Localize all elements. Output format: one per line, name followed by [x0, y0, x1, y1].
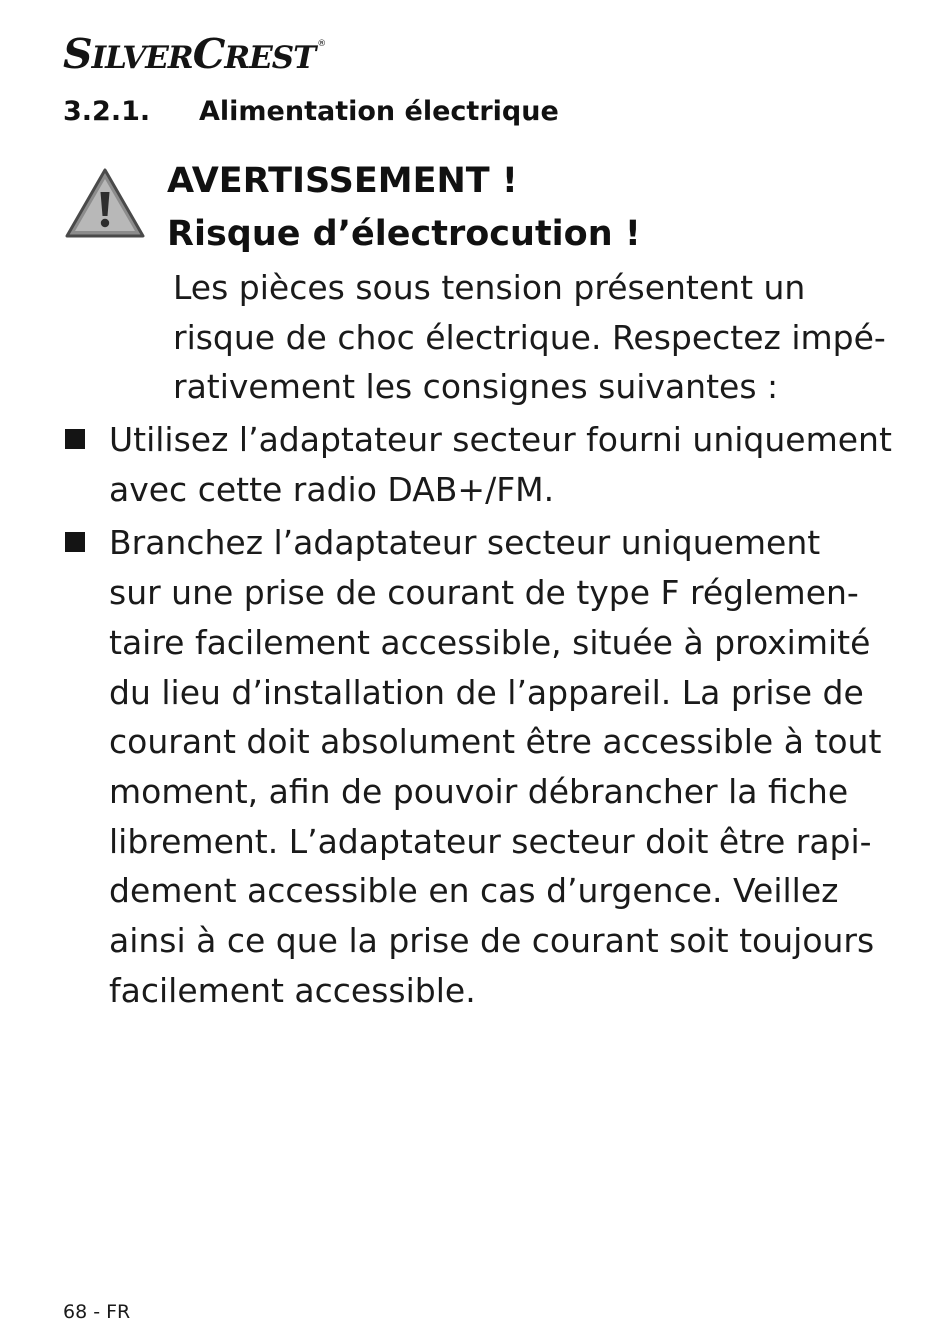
section-title: Alimentation électrique — [199, 96, 559, 127]
warning-text-line: rativement les consignes suivantes : — [173, 367, 779, 407]
warning-subtitle: Risque d’électrocution ! — [167, 214, 641, 254]
instruction-list — [63, 415, 892, 1019]
list-item-line: librement. L’adaptateur secteur doit être rapi- — [109, 821, 872, 861]
list-item-line: du lieu d’installation de l’appareil. La prise de — [109, 672, 864, 712]
section-number: 3.2.1. — [63, 96, 151, 127]
list-item-line: Branchez l’adaptateur secteur uniquement — [109, 523, 821, 563]
logo-letter-c: C — [192, 30, 225, 78]
list-item-line: courant doit absolument être accessible à tout — [109, 722, 882, 762]
logo-letter-s: S — [63, 30, 92, 78]
warning-text — [173, 263, 886, 412]
warning-triangle-icon — [63, 166, 147, 240]
list-item-line: ainsi à ce que la prise de courant soit toujours — [109, 921, 875, 961]
list-item-line: sur une prise de courant de type F réglemen- — [109, 573, 859, 613]
silvercrest-logo — [63, 30, 327, 78]
list-item-line: moment, afin de pouvoir débrancher la fiche — [109, 771, 849, 811]
list-item-line: facilement accessible. — [109, 970, 476, 1010]
logo-text-rest: REST — [224, 40, 316, 76]
list-item — [63, 518, 883, 1015]
page-number: 68 - FR — [63, 1301, 131, 1323]
warning-text-line: risque de choc électrique. Respectez impé- — [173, 317, 886, 357]
list-item-line: Utilisez l’adaptateur secteur fourni uniquement — [109, 420, 892, 459]
list-item-line: dement accessible en cas d’urgence. Veillez — [109, 871, 839, 911]
square-bullet-icon — [65, 429, 85, 449]
list-item-line: avec cette radio DAB+/FM. — [109, 469, 555, 509]
square-bullet-icon — [65, 532, 85, 552]
list-item-line: taire facilement accessible, située à proximité — [109, 622, 871, 662]
list-item — [63, 415, 892, 514]
warning-title: AVERTISSEMENT ! — [167, 161, 518, 201]
warning-text-line: Les pièces sous tension présentent un — [173, 268, 806, 307]
registered-mark: ® — [317, 39, 327, 49]
logo-text-ilver: ILVER — [91, 40, 193, 76]
section-heading — [63, 94, 559, 130]
